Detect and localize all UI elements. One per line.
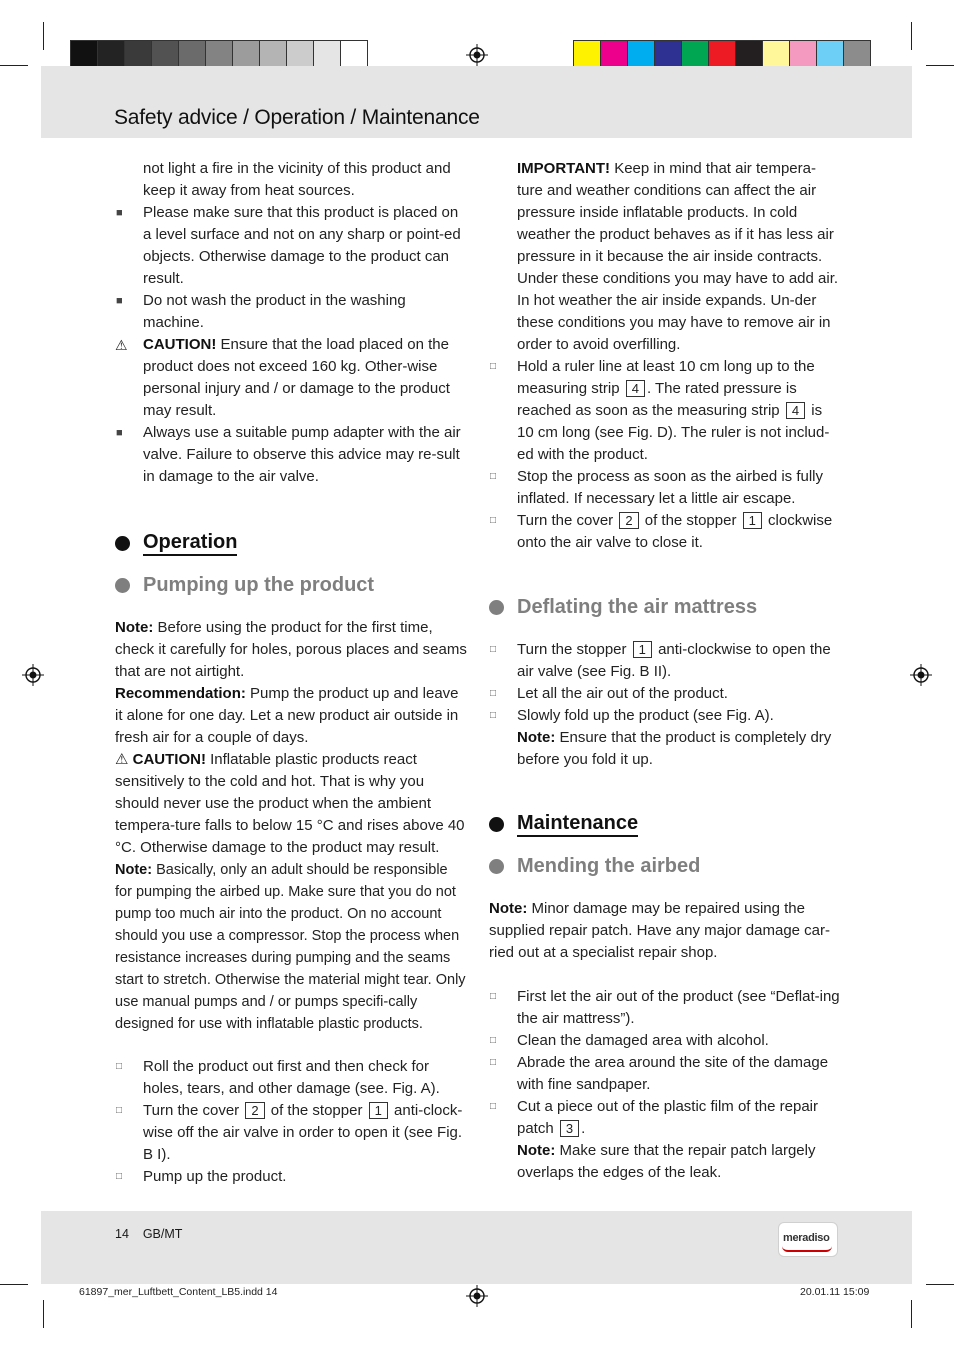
caution-paragraph: ⚠ CAUTION! Inflatable plastic products react sensitively to the cold and hot. That is why you should never use the product when the ambient tempera-ture falls to below 15 °C and rises above 40 °C. Otherwise damage to the product may result.: [115, 751, 465, 856]
color-swatch: [286, 40, 314, 69]
step-item: □ Hold a ruler line at least 10 cm long up to the measuring strip 4 . The rated pressure is reached as soon as the measuring strip 4 is 10 cm long (see Fig. D). The ruler is not includ-ed with the product.: [490, 358, 830, 463]
step-item: □ Cut a piece out of the plastic film of the repair patch 3 . Note: Make sure that the repair patch largely overlaps the edges of the leak.: [490, 1098, 818, 1181]
crop-mark: [43, 1300, 44, 1328]
color-swatch: [259, 40, 287, 69]
grayscale-color-bar: [71, 40, 368, 69]
color-swatch: [97, 40, 125, 69]
warning-icon: ⚠: [115, 751, 129, 768]
color-swatch: [843, 40, 871, 69]
checkbox-bullet-icon: □: [490, 1035, 497, 1046]
checkbox-bullet-icon: □: [490, 710, 497, 721]
color-swatch: [654, 40, 682, 69]
checkbox-bullet-icon: □: [116, 1061, 123, 1072]
part-number-label: 1: [633, 641, 652, 658]
part-number-label: 1: [369, 1102, 388, 1119]
subsection-heading-pumping: Pumping up the product: [115, 574, 468, 596]
note-paragraph: Note: Before using the product for the first time, check it carefully for holes, porous places and seams that are not airtight.: [115, 619, 467, 680]
checkbox-bullet-icon: □: [490, 644, 497, 655]
file-slug: 61897_mer_Luftbett_Content_LB5.indd 14: [79, 1286, 278, 1298]
checkbox-bullet-icon: □: [490, 1101, 497, 1112]
color-swatch: [70, 40, 98, 69]
registration-mark-icon: [910, 664, 932, 686]
page-number: 14 GB/MT: [115, 1227, 183, 1241]
registration-mark-icon: [466, 1285, 488, 1307]
left-column: [115, 158, 468, 1188]
checkbox-bullet-icon: □: [490, 515, 497, 526]
important-paragraph: IMPORTANT! Keep in mind that air tempera-ture and weather conditions can affect the air pressure inside inflatable products. In cold weather the product behaves as if it has less air pressure in it because the air inside contracts. Under these conditions you may have to add air. In hot weather the air inside expands. Un-der these conditions you may have to remove air in order to avoid overfilling.: [517, 160, 839, 353]
registration-mark-icon: [22, 664, 44, 686]
crop-mark: [926, 65, 954, 66]
part-number-label: 4: [626, 380, 645, 397]
color-swatch: [708, 40, 736, 69]
step-item: □ Pump up the product.: [115, 1166, 468, 1188]
step-item: □ Roll the product out first and then check for holes, tears, and other damage (see. Fig. A).: [116, 1058, 440, 1097]
process-color-bar: [574, 40, 871, 69]
color-swatch: [124, 40, 152, 69]
caution-item: ⚠ CAUTION! Ensure that the load placed on the product does not exceed 160 kg. Other-wise personal injury and / or damage to the product may result.: [115, 336, 450, 419]
checkbox-bullet-icon: □: [490, 991, 497, 1002]
step-item: □ Clean the damaged area with alcohol.: [489, 1030, 841, 1052]
color-swatch: [178, 40, 206, 69]
checkbox-bullet-icon: □: [490, 471, 497, 482]
square-bullet-icon: ■: [116, 295, 123, 307]
crop-mark: [0, 1284, 28, 1285]
color-swatch: [232, 40, 260, 69]
crop-mark: [926, 1284, 954, 1285]
checkbox-bullet-icon: □: [490, 1057, 497, 1068]
color-swatch: [205, 40, 233, 69]
subsection-heading-deflating: Deflating the air mattress: [489, 596, 841, 618]
checkbox-bullet-icon: □: [116, 1171, 123, 1182]
color-swatch: [735, 40, 763, 69]
step-item: □ Stop the process as soon as the airbed is fully inflated. If necessary let a little air escape.: [490, 468, 824, 507]
heading-dot-icon: [115, 578, 130, 593]
registration-mark-icon: [466, 44, 488, 66]
step-item: □ Turn the stopper 1 anti-clockwise to open the air valve (see Fig. B II).: [490, 641, 831, 680]
recommendation-paragraph: Recommendation: Pump the product up and leave it alone for one day. Let a new product air outside in fresh air for a couple of days.: [115, 685, 459, 746]
checkbox-bullet-icon: □: [490, 361, 497, 372]
part-number-label: 2: [619, 512, 638, 529]
color-swatch: [789, 40, 817, 69]
section-heading-operation: Operation: [115, 530, 468, 556]
crop-mark: [911, 22, 912, 50]
crop-mark: [911, 1300, 912, 1328]
step-item: □ Turn the cover 2 of the stopper 1 clockwise onto the air valve to close it.: [490, 512, 833, 551]
color-swatch: [600, 40, 628, 69]
list-item: ■ Please make sure that this product is placed on a level surface and not on any sharp or point-ed objects. Otherwise damage to the product can result.: [116, 204, 461, 287]
heading-dot-icon: [489, 817, 504, 832]
color-swatch: [627, 40, 655, 69]
color-swatch: [816, 40, 844, 69]
step-item: □ Turn the cover 2 of the stopper 1 anti-clock-wise off the air valve in order to open it (see Fig. B I).: [116, 1102, 463, 1163]
date-slug: 20.01.11 15:09: [800, 1286, 870, 1298]
color-swatch: [313, 40, 341, 69]
part-number-label: 4: [786, 402, 805, 419]
section-heading-maintenance: Maintenance: [489, 811, 841, 837]
page-title: Safety advice / Operation / Maintenance: [114, 106, 480, 129]
part-number-label: 1: [743, 512, 762, 529]
list-item: ■ Always use a suitable pump adapter with the air valve. Failure to observe this advice may re-sult in damage to the air valve.: [116, 424, 461, 485]
heading-dot-icon: [489, 859, 504, 874]
heading-dot-icon: [115, 536, 130, 551]
step-item: □ Abrade the area around the site of the damage with fine sandpaper.: [490, 1054, 829, 1093]
part-number-label: 2: [245, 1102, 264, 1119]
step-item: □ Let all the air out of the product.: [489, 683, 841, 705]
square-bullet-icon: ■: [116, 207, 123, 219]
step-item: □ Slowly fold up the product (see Fig. A). Note: Ensure that the product is completely dry before you fold it up.: [490, 707, 832, 768]
step-item: □ First let the air out of the product (see “Deflat-ing the air mattress”).: [490, 988, 840, 1027]
note-paragraph: Note: Minor damage may be repaired using the supplied repair patch. Have any major damage car-ried out at a specialist repair shop.: [489, 900, 831, 961]
heading-dot-icon: [489, 600, 504, 615]
language-code: GB/MT: [142, 1227, 183, 1241]
continued-paragraph: not light a fire in the vicinity of this product and keep it away from heat sources.: [143, 160, 451, 199]
list-item: ■ Do not wash the product in the washing machine.: [116, 292, 406, 331]
logo-swoosh-icon: [782, 1246, 832, 1252]
part-number-label: 3: [560, 1120, 579, 1137]
color-swatch: [151, 40, 179, 69]
color-swatch: [573, 40, 601, 69]
crop-mark: [0, 65, 28, 66]
color-swatch: [340, 40, 368, 69]
right-column: [489, 158, 841, 1184]
checkbox-bullet-icon: □: [490, 688, 497, 699]
brand-logo: meradiso: [778, 1222, 838, 1257]
warning-icon: ⚠: [115, 337, 128, 353]
subsection-heading-mending: Mending the airbed: [489, 855, 841, 877]
color-swatch: [762, 40, 790, 69]
note-paragraph: Note: Basically, only an adult should be responsible for pumping the airbed up. Make sure that you do not pump too much air into the product. On no account should you use a compressor. Stop the process when resistance increases during pumping and the seams start to stretch. Otherwise the material might tear. Only use manual pumps and / or pumps specifi-cally designed for use with inflatable plastic products.: [115, 862, 466, 1032]
crop-mark: [43, 22, 44, 50]
checkbox-bullet-icon: □: [116, 1105, 123, 1116]
square-bullet-icon: ■: [116, 427, 123, 439]
color-swatch: [681, 40, 709, 69]
